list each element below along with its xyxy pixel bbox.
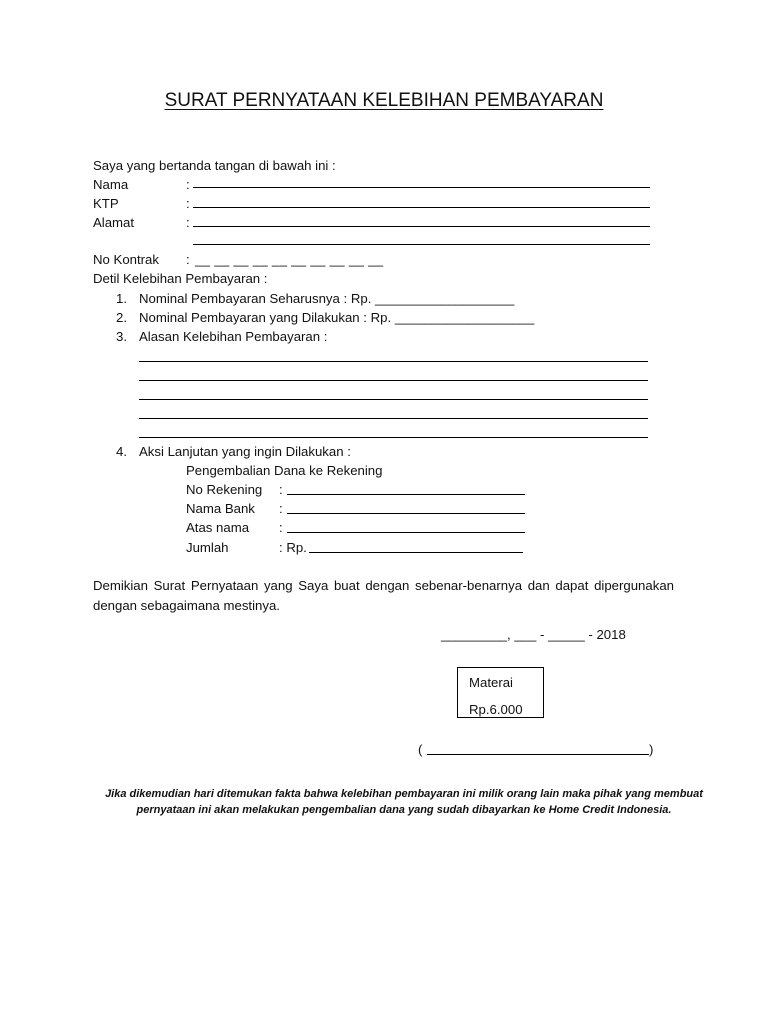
address-label: Alamat bbox=[93, 215, 135, 230]
contract-colon: : bbox=[186, 252, 190, 267]
ktp-colon: : bbox=[186, 196, 190, 211]
reason-line-3[interactable] bbox=[139, 399, 648, 400]
item-1-number: 1. bbox=[116, 291, 127, 306]
account-number-colon: : bbox=[279, 482, 283, 497]
item-2-text: Nominal Pembayaran yang Dilakukan : Rp. ___________________ bbox=[139, 310, 535, 325]
address-field-line-2[interactable] bbox=[193, 244, 650, 245]
contract-label: No Kontrak bbox=[93, 252, 159, 267]
name-label: Nama bbox=[93, 177, 129, 192]
ktp-label: KTP bbox=[93, 196, 119, 211]
item-1-text: Nominal Pembayaran Seharusnya : Rp. ___________________ bbox=[139, 291, 515, 306]
account-holder-label: Atas nama bbox=[186, 520, 250, 535]
contract-number-slots[interactable]: __ __ __ __ __ __ __ __ __ __ bbox=[195, 252, 384, 267]
bank-name-colon: : bbox=[279, 501, 283, 516]
refund-heading: Pengembalian Dana ke Rekening bbox=[186, 463, 383, 478]
date-line[interactable]: _________, ___ - _____ - 2018 bbox=[441, 627, 626, 642]
intro-text: Saya yang bertanda tangan di bawah ini : bbox=[93, 158, 336, 173]
address-field-line-1[interactable] bbox=[193, 226, 650, 227]
bank-name-label: Nama Bank bbox=[186, 501, 255, 516]
materai-amount: Rp.6.000 bbox=[469, 702, 523, 717]
reason-line-1[interactable] bbox=[139, 361, 648, 362]
address-colon: : bbox=[186, 215, 190, 230]
name-colon: : bbox=[186, 177, 190, 192]
ktp-field-line[interactable] bbox=[193, 207, 650, 208]
amount-colon: : Rp. bbox=[279, 540, 307, 555]
materai-stamp-box bbox=[457, 667, 544, 718]
footnote-disclaimer: Jika dikemudian hari ditemukan fakta bahwa kelebihan pembayaran ini milik orang lain maka pihak yang membuat pernyataan ini akan melakukan pengembalian dana yang sudah dibayarkan ke Home Credit Indonesia. bbox=[105, 788, 703, 816]
account-holder-colon: : bbox=[279, 520, 283, 535]
bank-name-line[interactable] bbox=[287, 513, 525, 514]
reason-line-4[interactable] bbox=[139, 418, 648, 419]
item-3-number: 3. bbox=[116, 329, 127, 344]
signature-line[interactable] bbox=[427, 754, 649, 755]
detail-heading: Detil Kelebihan Pembayaran : bbox=[93, 271, 268, 286]
signature-open-paren: ( bbox=[418, 742, 423, 757]
materai-label: Materai bbox=[469, 675, 513, 690]
account-number-line[interactable] bbox=[287, 494, 525, 495]
amount-line[interactable] bbox=[309, 552, 523, 553]
account-number-label: No Rekening bbox=[186, 482, 263, 497]
amount-label: Jumlah bbox=[186, 540, 229, 555]
item-3-text: Alasan Kelebihan Pembayaran : bbox=[139, 329, 328, 344]
account-holder-line[interactable] bbox=[287, 532, 525, 533]
signature-close-paren: ) bbox=[649, 742, 654, 757]
item-4-text: Aksi Lanjutan yang ingin Dilakukan : bbox=[139, 444, 351, 459]
item-4-number: 4. bbox=[116, 444, 127, 459]
reason-line-5[interactable] bbox=[139, 437, 648, 438]
reason-line-2[interactable] bbox=[139, 380, 648, 381]
item-2-number: 2. bbox=[116, 310, 127, 325]
name-field-line[interactable] bbox=[193, 187, 650, 188]
closing-paragraph: Demikian Surat Pernyataan yang Saya buat dengan sebenar-benarnya dan dapat dipergunakan dengan sebagaimana mestinya. bbox=[93, 578, 674, 613]
document-title: SURAT PERNYATAAN KELEBIHAN PEMBAYARAN bbox=[164, 90, 604, 111]
